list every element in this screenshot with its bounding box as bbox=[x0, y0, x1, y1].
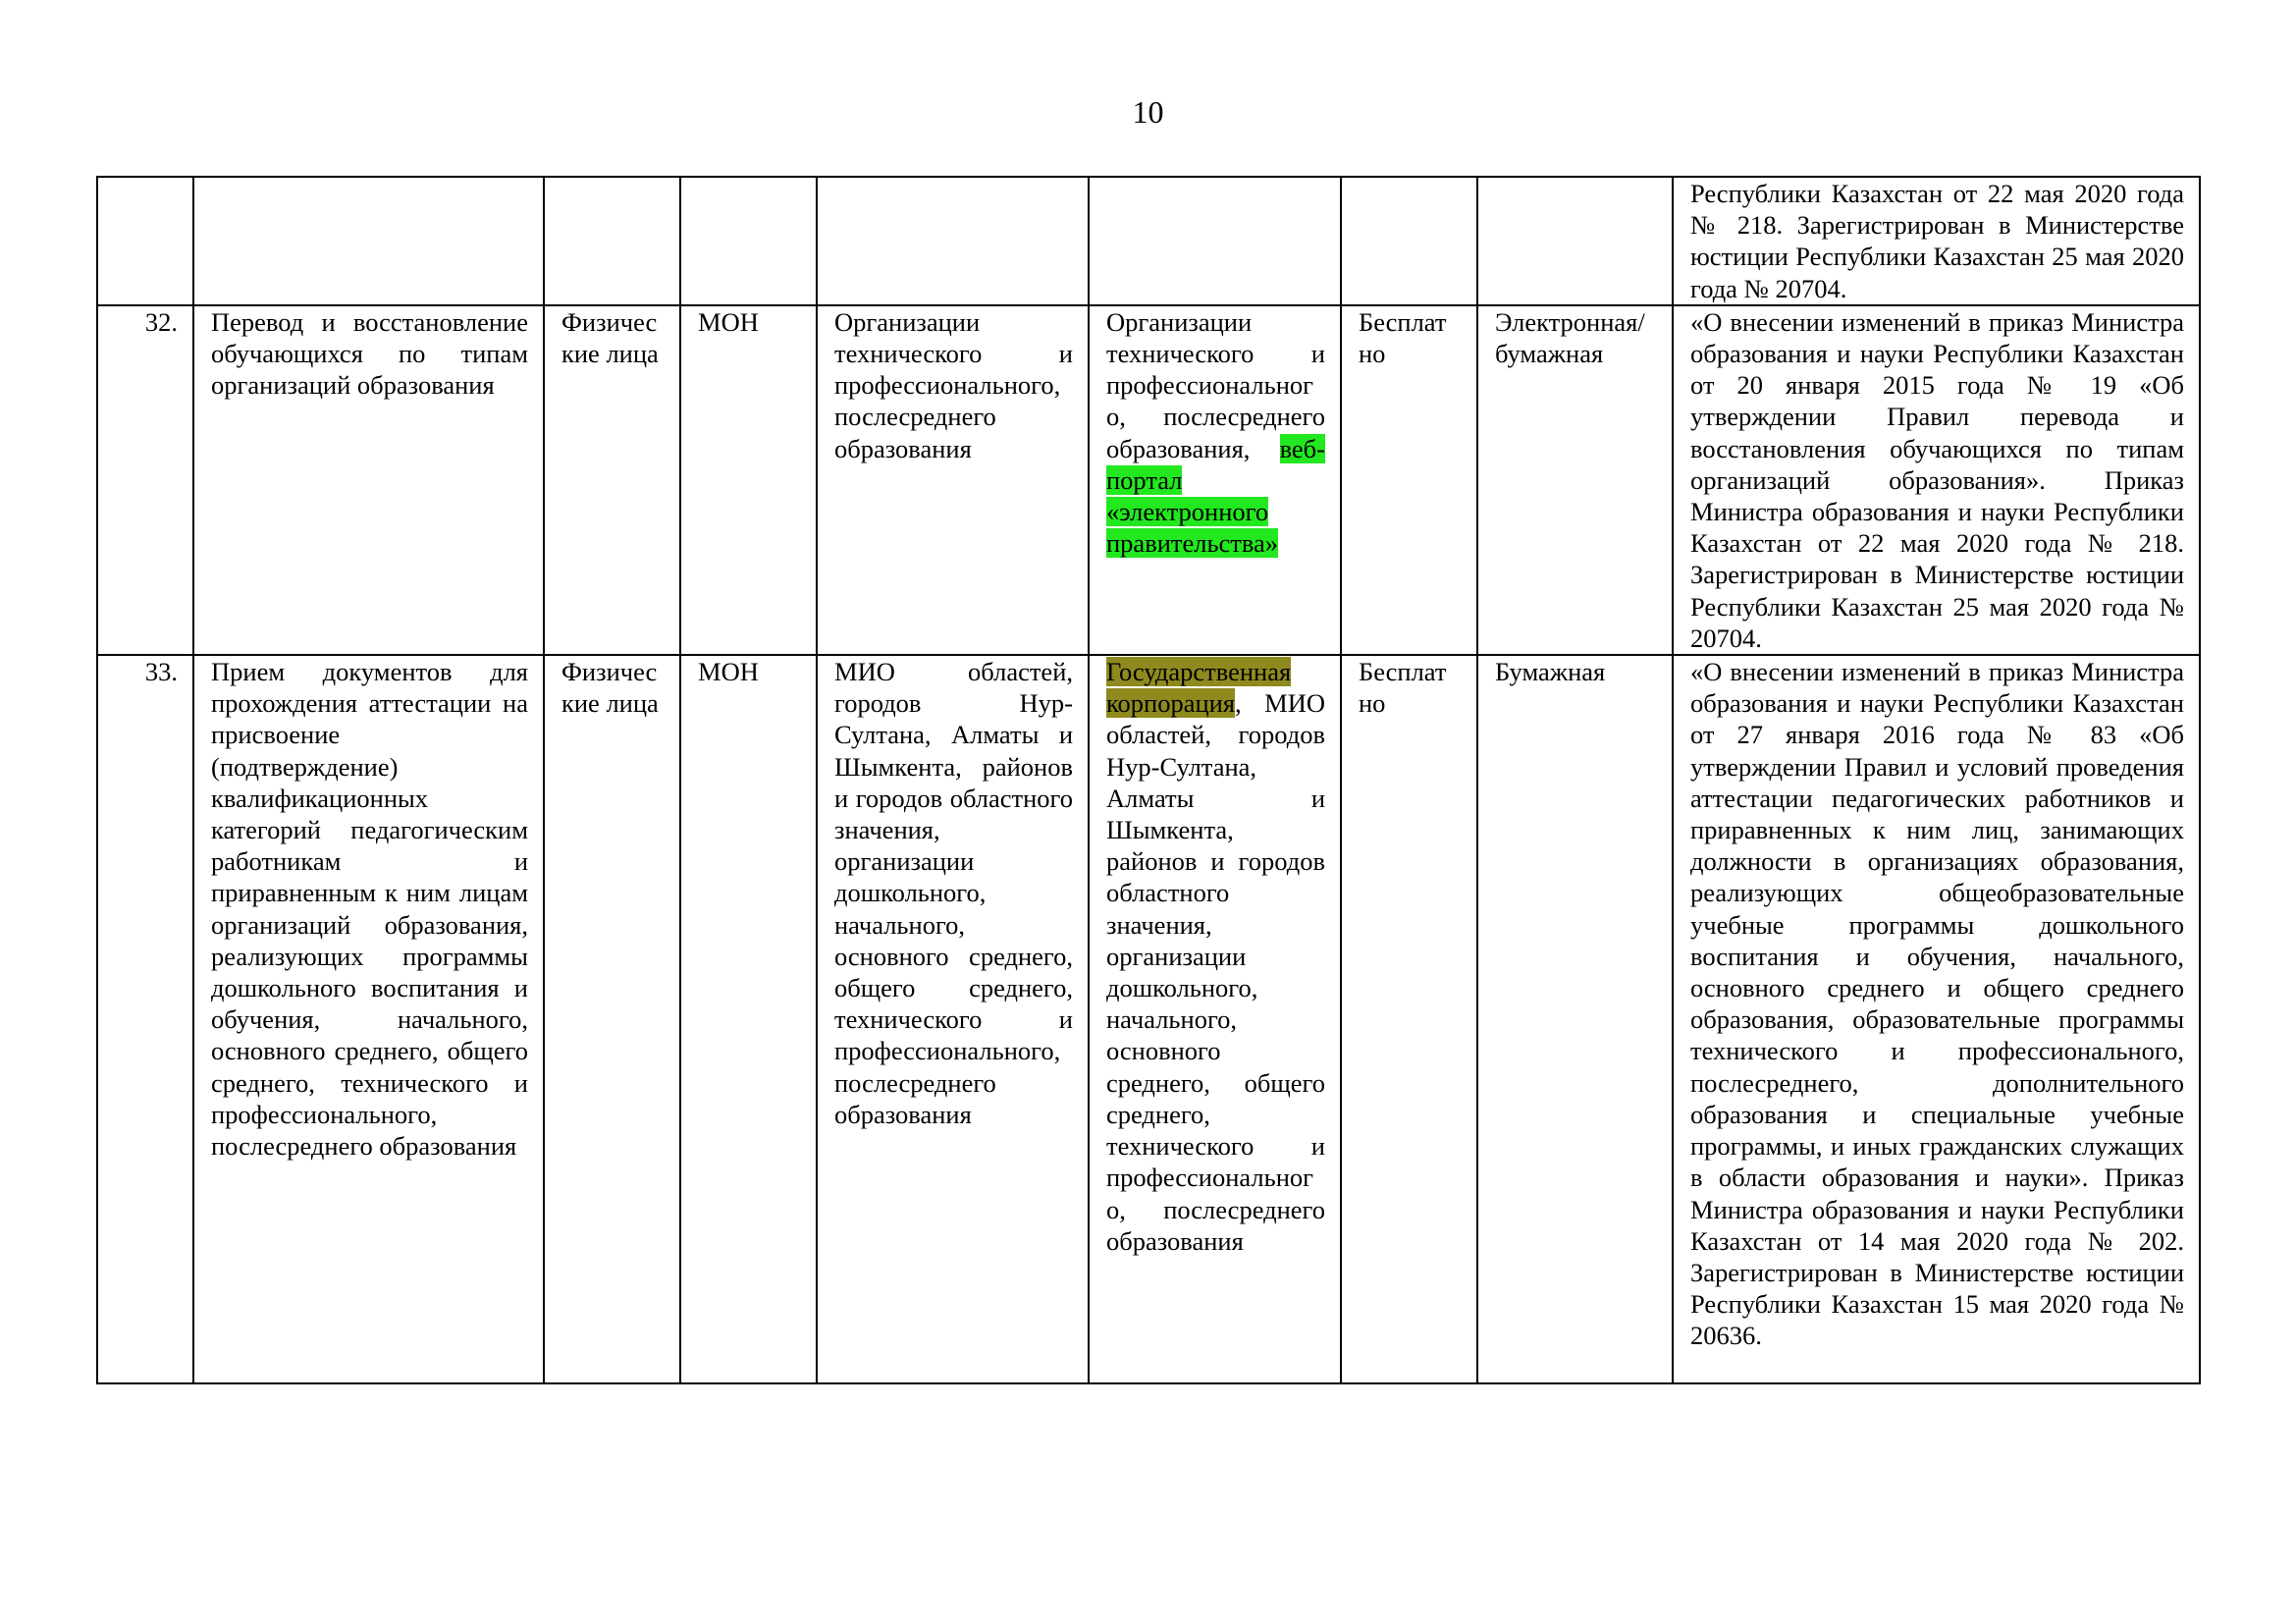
service-name: Перевод и восстановление обучающихся по типам организаций образования bbox=[193, 305, 544, 655]
service-recipients bbox=[544, 177, 680, 305]
service-name bbox=[193, 177, 544, 305]
service-cost: Бесплат но bbox=[1341, 305, 1477, 655]
page-number: 10 bbox=[1132, 94, 1164, 130]
service-form bbox=[1477, 177, 1673, 305]
acceptance-points bbox=[1089, 655, 1341, 1383]
table-row bbox=[97, 305, 2200, 655]
row-number: 32. bbox=[97, 305, 193, 655]
service-providers: Организации технического и профессионального, послесреднего образования bbox=[817, 305, 1089, 655]
acceptance-text-highlighted: Государственная корпорация bbox=[1106, 657, 1292, 719]
services-table bbox=[96, 176, 2201, 1384]
acceptance-text-highlighted: веб-портал «электронного правительства» bbox=[1106, 433, 1325, 559]
legal-basis: «О внесении изменений в приказ Министра образования и науки Республики Казахстан от 27 января 2016 года № 83 «Об утверждении Правил и условий проведения аттестации педагогических работников и приравненных к ним лиц, занимающих должности в организациях образования, реализующих общеобразовательные учебные программы дошкольного воспитания и обучения, начального, основного среднего и общего среднего образования, образовательные программы технического и профессионального, послесреднего, дополнительного образования и специальные учебные программы, и иных гражданских служащих в области образования и науки». Приказ Министра образования и науки Республики Казахстан от 14 мая 2020 года № 202. Зарегистрирован в Министерстве юстиции Республики Казахстан 15 мая 2020 года № 20636. bbox=[1673, 655, 2200, 1383]
acceptance-text-post: , МИО областей, городов Нур-Султана, Алматы и Шымкента, районов и городов областного значения, организации дошкольного, начального, основного среднего, общего среднего, технического и профессиональног о, послесреднего образования bbox=[1106, 688, 1325, 1256]
service-providers bbox=[817, 177, 1089, 305]
acceptance-points bbox=[1089, 305, 1341, 655]
service-form: Электронная/ бумажная bbox=[1477, 305, 1673, 655]
row-number: 33. bbox=[97, 655, 193, 1383]
row-number bbox=[97, 177, 193, 305]
service-cost bbox=[1341, 177, 1477, 305]
legal-basis: «О внесении изменений в приказ Министра образования и науки Республики Казахстан от 20 января 2015 года № 19 «Об утверждении Правил перевода и восстановления обучающихся по типам организаций образования». Приказ Министра образования и науки Республики Казахстан от 22 мая 2020 года № 218. Зарегистрирован в Министерстве юстиции Республики Казахстан 25 мая 2020 года № 20704. bbox=[1673, 305, 2200, 655]
acceptance-points bbox=[1089, 177, 1341, 305]
ministry bbox=[680, 177, 817, 305]
table-row bbox=[97, 655, 2200, 1383]
legal-basis: Республики Казахстан от 22 мая 2020 года № 218. Зарегистрирован в Министерстве юстиции Республики Казахстан 25 мая 2020 года № 20704. bbox=[1673, 177, 2200, 305]
service-form: Бумажная bbox=[1477, 655, 1673, 1383]
service-cost: Бесплат но bbox=[1341, 655, 1477, 1383]
service-name: Прием документов для прохождения аттестации на присвоение (подтверждение) квалификационных категорий педагогическим работникам и приравненным к ним лицам организаций образования, реализующих программы дошкольного воспитания и обучения, начального, основного среднего, общего среднего, технического и профессионального, послесреднего образования bbox=[193, 655, 544, 1383]
table-row bbox=[97, 177, 2200, 305]
service-providers: МИО областей, городов Нур-Султана, Алматы и Шымкента, районов и городов областного значения, организации дошкольного, начального, основного среднего, общего среднего, технического и профессионального, послесреднего образования bbox=[817, 655, 1089, 1383]
ministry: МОН bbox=[680, 655, 817, 1383]
service-recipients: Физичес кие лица bbox=[544, 305, 680, 655]
service-recipients: Физичес кие лица bbox=[544, 655, 680, 1383]
acceptance-text-pre: Организации технического и профессиональног о, послесреднего образования, bbox=[1106, 306, 1325, 463]
ministry: МОН bbox=[680, 305, 817, 655]
